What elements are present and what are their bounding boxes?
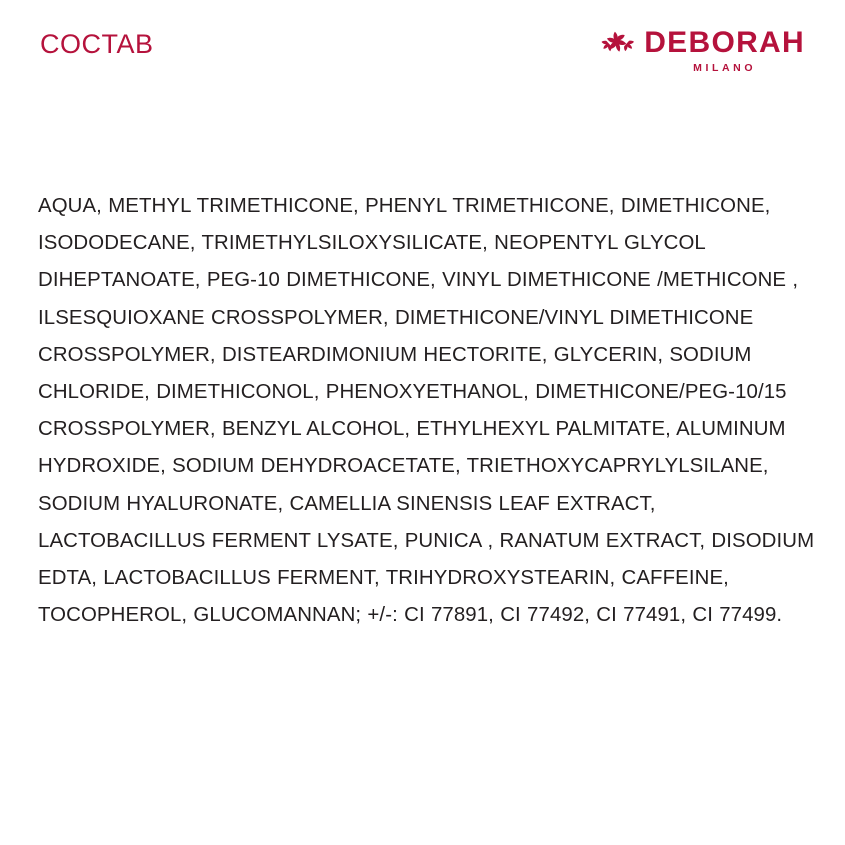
brand-logo bbox=[596, 28, 805, 74]
ingredients-list: AQUA, METHYL TRIMETHICONE, PHENYL TRIMETHICONE, DIMETHICONE, ISODODECANE, TRIMETHYLSILOXYSILICATE, NEOPENTYL GLYCOL DIHEPTANOATE, PEG-10 DIMETHICONE, VINYL DIMETHICONE /METHICONE , ILSESQUIOXANE CROSSPOLYMER, DIMETHICONE/VINYL DIMETHICONE CROSSPOLYMER, DISTEARDIMONIUM HECTORITE, GLYCERIN, SODIUM CHLORIDE, DIMETHICONOL, PHENOXYETHANOL, DIMETHICONE/PEG-10/15 CROSSPOLYMER, BENZYL ALCOHOL, ETHYLHEXYL PALMITATE, ALUMINUM HYDROXIDE, SODIUM DEHYDROACETATE, TRIETHOXYCAPRYLYLSILANE, SODIUM HYALURONATE, CAMELLIA SINENSIS LEAF EXTRACT, LACTOBACILLUS FERMENT LYSATE, PUNICA , RANATUM EXTRACT, DISODIUM EDTA, LACTOBACILLUS FERMENT, TRIHYDROXYSTEARIN, CAFFEINE, TOCOPHEROL, GLUCOMANNAN; +/-: CI 77891, CI 77492, CI 77491, CI 77499. bbox=[38, 195, 815, 627]
deborah-floral-mark-icon bbox=[596, 28, 640, 62]
brand-subtitle: MILANO bbox=[693, 62, 757, 74]
page-header bbox=[0, 0, 845, 120]
product-code: COCTAB bbox=[40, 29, 154, 59]
brand-name: DEBORAH bbox=[644, 26, 805, 59]
brand-wordmark bbox=[644, 28, 805, 74]
